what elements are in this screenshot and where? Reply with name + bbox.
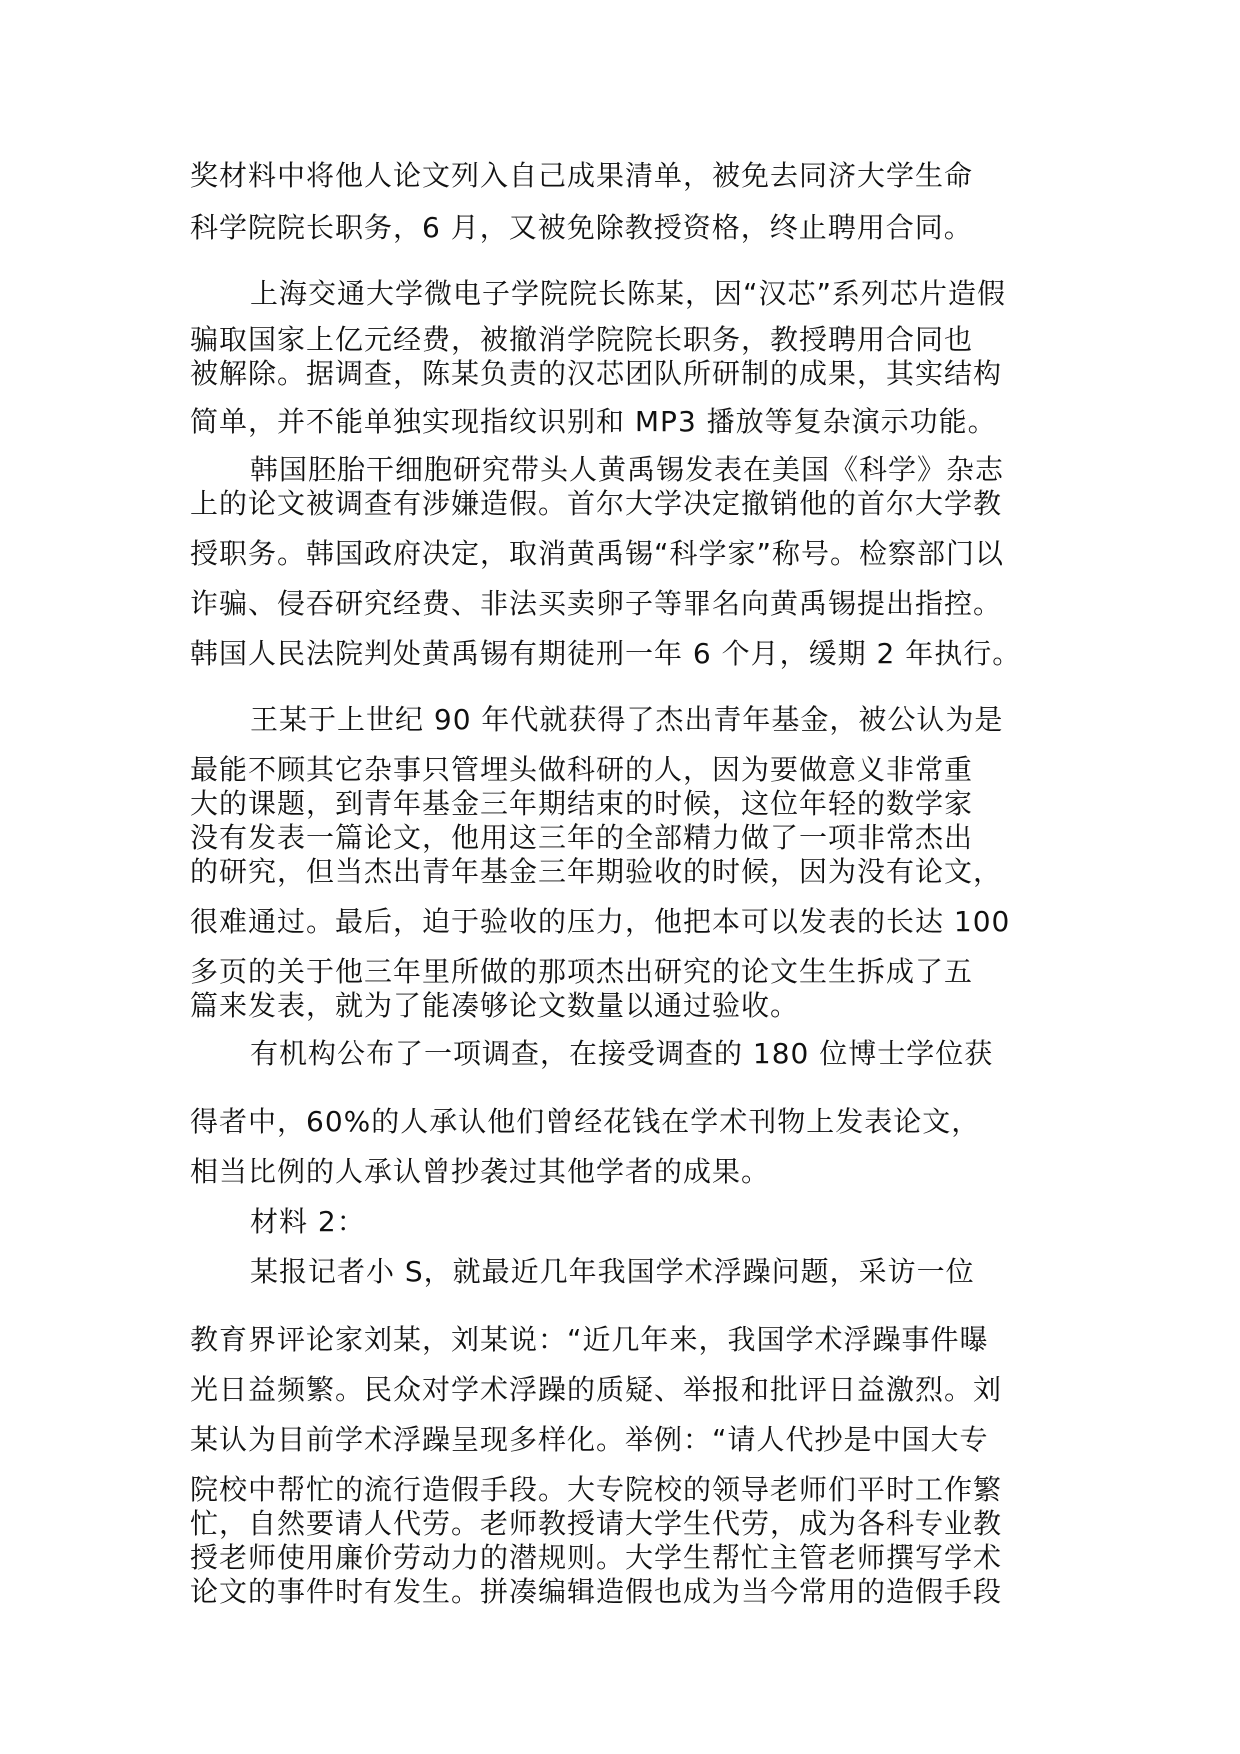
text-line: 王某于上世纪 90 年代就获得了杰出青年基金，被公认为是 [250, 703, 1004, 736]
text-line: 诈骗、侵吞研究经费、非法买卖卵子等罪名向黄禹锡提出指控。 [190, 587, 1003, 620]
text-line: 科学院院长职务，6 月，又被免除教授资格，终止聘用合同。 [190, 211, 973, 244]
text-line: 多页的关于他三年里所做的那项杰出研究的论文生生拆成了五 [190, 955, 974, 988]
text-line: 有机构公布了一项调查，在接受调查的 180 位博士学位获 [250, 1037, 994, 1070]
text-line: 简单，并不能单独实现指纹识别和 MP3 播放等复杂演示功能。 [190, 405, 997, 438]
text-line: 很难通过。最后，迫于验收的压力，他把本可以发表的长达 100 [190, 905, 1011, 938]
text-line: 院校中帮忙的流行造假手段。大专院校的领导老师们平时工作繁 [190, 1473, 1003, 1506]
text-line: 相当比例的人承认曾抄袭过其他学者的成果。 [190, 1155, 771, 1188]
text-line: 骗取国家上亿元经费，被撤消学院院长职务，教授聘用合同也 [190, 323, 974, 356]
text-line: 篇来发表，就为了能凑够论文数量以通过验收。 [190, 989, 800, 1022]
text-line: 最能不顾其它杂事只管埋头做科研的人，因为要做意义非常重 [190, 753, 974, 786]
text-line: 的研究，但当杰出青年基金三年期验收的时候，因为没有论文， [190, 855, 1003, 888]
text-line: 授职务。韩国政府决定，取消黄禹锡“科学家”称号。检察部门以 [190, 537, 1005, 570]
text-line: 论文的事件时有发生。拼凑编辑造假也成为当今常用的造假手段 [190, 1575, 1003, 1608]
text-line: 奖材料中将他人论文列入自己成果清单，被免去同济大学生命 [190, 159, 974, 192]
text-line: 光日益频繁。民众对学术浮躁的质疑、举报和批评日益激烈。刘 [190, 1373, 1003, 1406]
text-line: 大的课题，到青年基金三年期结束的时候，这位年轻的数学家 [190, 787, 974, 820]
text-line: 上的论文被调查有涉嫌造假。首尔大学决定撤销他的首尔大学教 [190, 487, 1003, 520]
text-line: 忙，自然要请人代劳。老师教授请大学生代劳，成为各科专业教 [190, 1507, 1003, 1540]
text-line: 某认为目前学术浮躁呈现多样化。举例：“请人代抄是中国大专 [190, 1423, 989, 1456]
section-label: 材料 2： [250, 1205, 366, 1238]
text-line: 没有发表一篇论文，他用这三年的全部精力做了一项非常杰出 [190, 821, 974, 854]
text-line: 授老师使用廉价劳动力的潜规则。大学生帮忙主管老师撰写学术 [190, 1541, 1003, 1574]
text-line: 韩国胚胎干细胞研究带头人黄禹锡发表在美国《科学》杂志 [250, 453, 1005, 486]
text-line: 某报记者小 S，就最近几年我国学术浮躁问题，采访一位 [250, 1255, 975, 1288]
text-line: 教育界评论家刘某，刘某说：“近几年来，我国学术浮躁事件曝 [190, 1323, 989, 1356]
text-line: 被解除。据调查，陈某负责的汉芯团队所研制的成果，其实结构 [190, 357, 1003, 390]
text-line: 韩国人民法院判处黄禹锡有期徒刑一年 6 个月，缓期 2 年执行。 [190, 637, 1022, 670]
text-line: 上海交通大学微电子学院院长陈某，因“汉芯”系列芯片造假 [250, 277, 1007, 310]
text-line: 得者中，60%的人承认他们曾经花钱在学术刊物上发表论文， [190, 1105, 981, 1138]
